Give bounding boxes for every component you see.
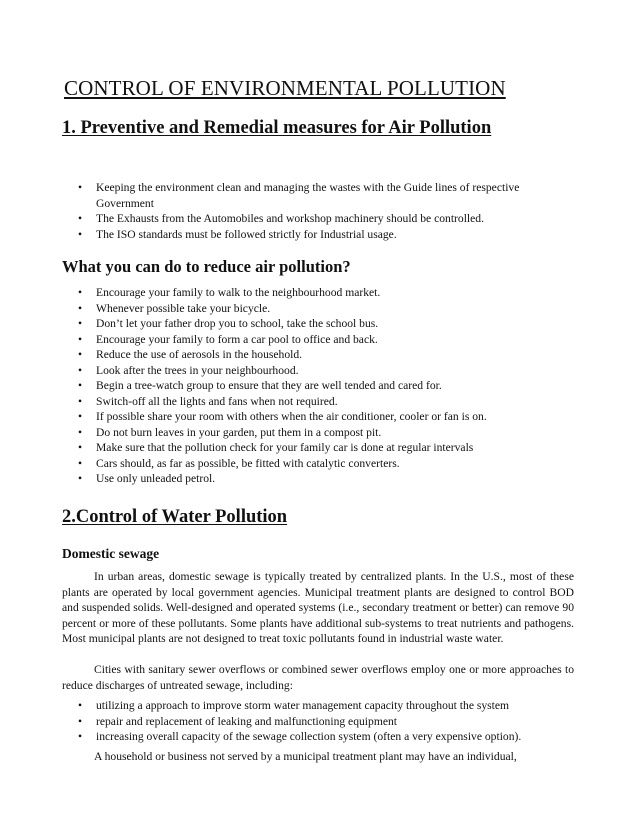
reduce-air-pollution-list [78, 285, 558, 487]
list-item: • Keeping the environment clean and managing the wastes with the Guide lines of respective Government [78, 180, 540, 211]
domestic-sewage-paragraph: In urban areas, domestic sewage is typically treated by centralized plants. In the U.S., most of these plants are operated by local government agencies. Municipal treatment plants are designed to control BOD and suspended solids. Well-designed and operated systems (i.e., secondary treatment or better) can remove 90 percent or more of these pollutants. Some plants have additional sub-systems to treat nutrients and pathogens. Most municipal plants are not designed to treat toxic pollutants found in industrial waste water. [62, 570, 574, 645]
list-item: • increasing overall capacity of the sewage collection system (often a very expensive option). [78, 729, 558, 745]
list-item: • repair and replacement of leaking and malfunctioning equipment [78, 714, 558, 730]
list-item: • Don’t let your father drop you to school, take the school bus. [78, 316, 558, 332]
list-item: • Use only unleaded petrol. [78, 471, 558, 487]
list-item: • Reduce the use of aerosols in the household. [78, 347, 558, 363]
sewage-approaches-list [78, 698, 558, 745]
domestic-sewage-heading: Domestic sewage [62, 546, 160, 561]
list-item: • Do not burn leaves in your garden, put them in a compost pit. [78, 425, 558, 441]
reduce-air-pollution-heading: What you can do to reduce air pollution? [62, 257, 351, 276]
list-item: • Encourage your family to form a car pool to office and back. [78, 332, 558, 348]
list-item: • Whenever possible take your bicycle. [78, 301, 558, 317]
list-item: • The ISO standards must be followed strictly for Industrial usage. [78, 227, 540, 243]
list-item: • The Exhausts from the Automobiles and workshop machinery should be controlled. [78, 211, 540, 227]
air-measures-list [78, 180, 540, 242]
list-item: • If possible share your room with others when the air conditioner, cooler or fan is on. [78, 409, 558, 425]
list-item: • Begin a tree-watch group to ensure that they are well tended and cared for. [78, 378, 558, 394]
list-item: • Look after the trees in your neighbourhood. [78, 363, 558, 379]
list-item: • Switch-off all the lights and fans when not required. [78, 394, 558, 410]
document-title: CONTROL OF ENVIRONMENTAL POLLUTION [64, 76, 506, 100]
section-1-heading: 1. Preventive and Remedial measures for Air Pollution [62, 118, 492, 138]
section-2-heading: 2.Control of Water Pollution [62, 507, 288, 527]
list-item: • Make sure that the pollution check for your family car is done at regular intervals [78, 440, 558, 456]
household-paragraph: A household or business not served by a municipal treatment plant may have an individual, [94, 750, 517, 763]
list-item: • Encourage your family to walk to the neighbourhood market. [78, 285, 558, 301]
list-item: • utilizing a approach to improve storm water management capacity throughout the system [78, 698, 558, 714]
list-item: • Cars should, as far as possible, be fitted with catalytic converters. [78, 456, 558, 472]
overflow-paragraph: Cities with sanitary sewer overflows or combined sewer overflows employ one or more approaches to reduce discharges of untreated sewage, including: [62, 663, 574, 692]
